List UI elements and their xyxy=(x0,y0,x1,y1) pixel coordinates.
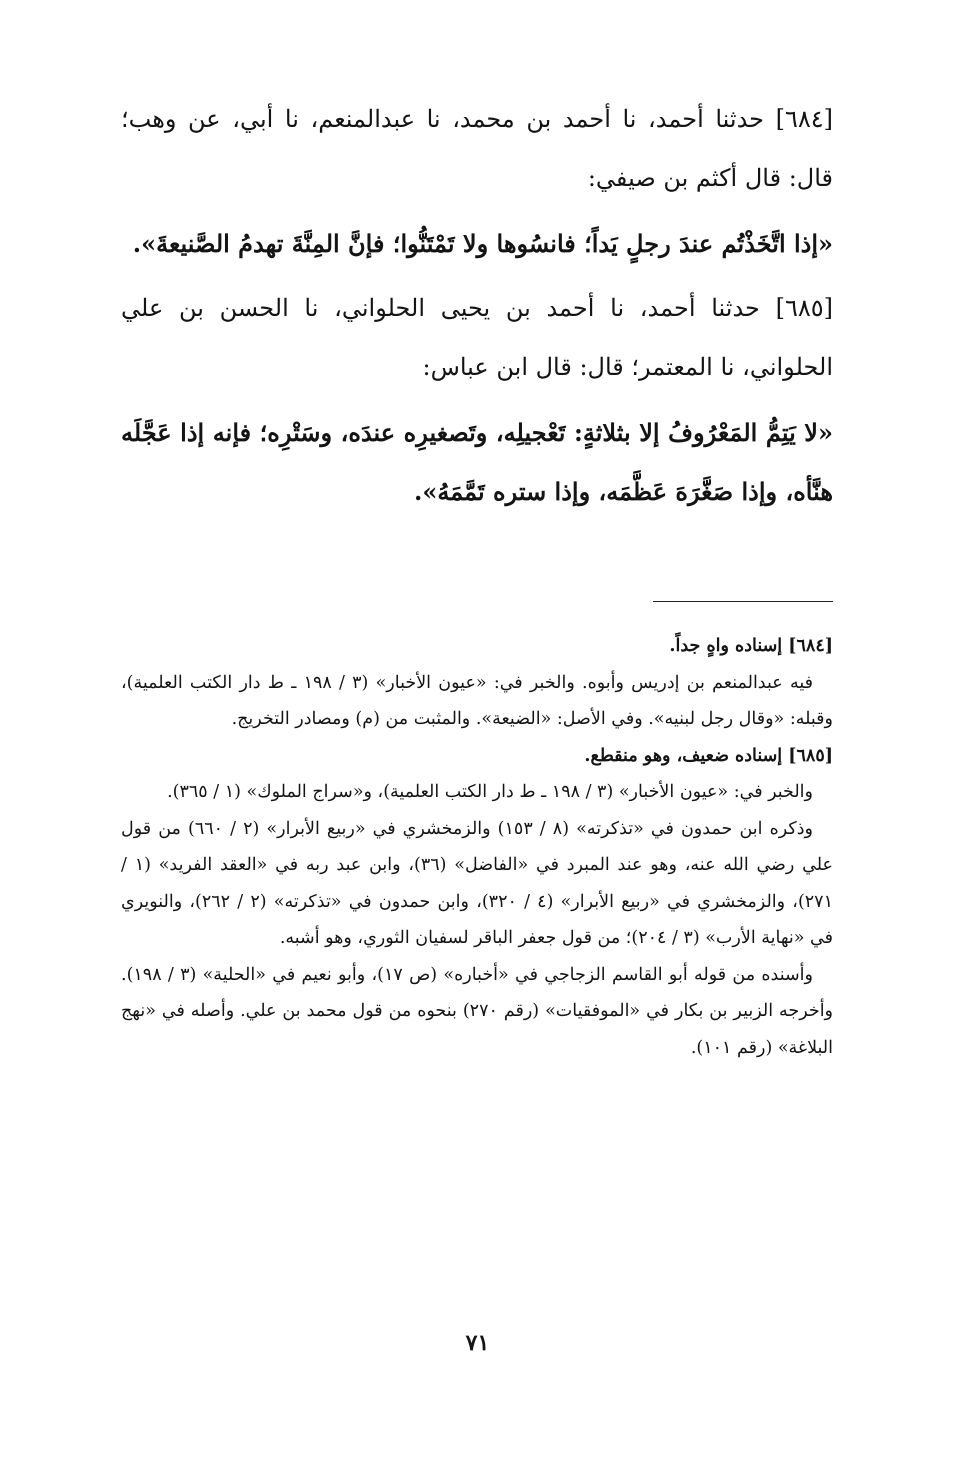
page-number: ٧١ xyxy=(465,1330,490,1356)
footnote-684-body: فيه عبدالمنعم بن إدريس وأبوه. والخبر في: «عيون الأخبار» (٣ / ١٩٨ ـ ط دار الكتب العلمية)، وقبله: «وقال رجل لبنيه». وفي الأصل: «الضيعة». والمثبت من (م) ومصادر التخريج. xyxy=(121,672,833,729)
footnote-685-attributions: وذكره ابن حمدون في «تذكرته» (٨ / ١٥٣) والزمخشري في «ربيع الأبرار» (٢ / ٦٦٠) من قول علي رضي الله عنه، وهو عند المبرد في «الفاضل» (٣٦)، وابن عبد ربه في «العقد الفريد» (١ / ٢٧١)، والزمخشري في «ربيع الأبرار» (٤ / ٣٢٠)، وابن حمدون في «تذكرته» (٢ / ٢٦٢)، والنويري في «نهاية الأرب» (٣ / ٢٠٤)؛ من قول جعفر الباقر لسفيان الثوري، وهو أشبه. xyxy=(121,818,833,948)
footnotes xyxy=(121,628,833,1066)
paragraph-684-isnad: [٦٨٤] حدثنا أحمد، نا أحمد بن محمد، نا عبدالمنعم، نا أبي، عن وهب؛ قال: قال أكثم بن صيفي: xyxy=(121,105,833,192)
main-text xyxy=(121,90,833,521)
quote-685: «لا يَتِمُّ المَعْرُوفُ إلا بثلاثةٍ: تَعْجيلِه، وتَصغيرِه عندَه، وسَتْرِه؛ فإنه إذا عَجَّلَه هنَّأه، وإذا صَغَّرَهَ عَظَّمَه، وإذا ستره تَمَّمَهُ». xyxy=(121,418,833,506)
paragraph-685-isnad: [٦٨٥] حدثنا أحمد، نا أحمد بن يحيى الحلواني، نا الحسن بن علي الحلواني، نا المعتمر؛ قال: قال ابن عباس: xyxy=(121,294,833,381)
footnote-684-heading: [٦٨٤] إسناده واهٍ جداً. xyxy=(669,636,833,656)
footnote-separator xyxy=(653,601,833,602)
footnote-685-isnad-sources: وأسنده من قوله أبو القاسم الزجاجي في «أخباره» (ص ١٧)، وأبو نعيم في «الحلية» (٣ / ١٩٨). وأخرجه الزبير بن بكار في «الموفقيات» (رقم ٢٧٠) بنحوه من قول محمد بن علي. وأصله في «نهج البلاغة» (رقم ١٠١). xyxy=(121,964,834,1058)
footnote-685-heading: [٦٨٥] إسناده ضعيف، وهو منقطع. xyxy=(584,745,833,766)
footnote-685-sources: والخبر في: «عيون الأخبار» (٣ / ١٩٨ ـ ط دار الكتب العلمية)، و«سراج الملوك» (١ / ٣٦٥). xyxy=(167,782,813,802)
quote-684: «إذا اتَّخَذْتُم عندَ رجلٍ يَداً؛ فانسُوها ولا تَمْتَنُّوا؛ فإنَّ المِنَّةَ تهدمُ الصَّنيعةَ». xyxy=(132,229,833,258)
